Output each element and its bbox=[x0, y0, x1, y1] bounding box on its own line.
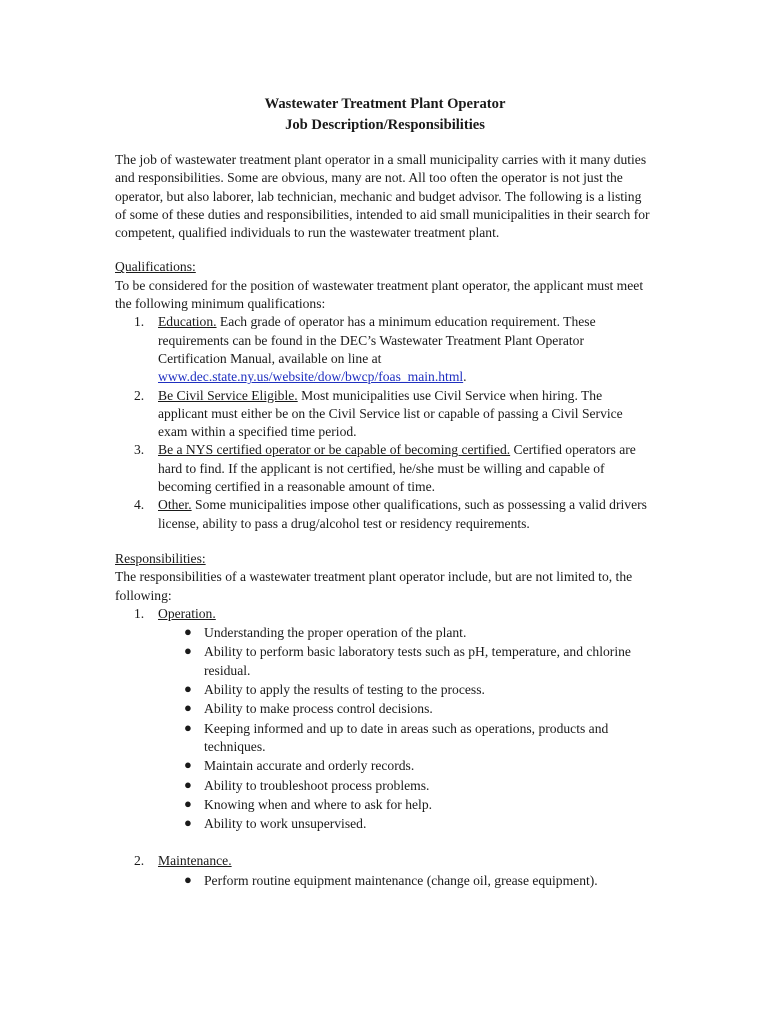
bullet-dot-icon: ● bbox=[184, 719, 192, 735]
qualification-text: Most municipalities use Civil Service when hiring. The applicant must either be on the Civil Service list or capable of passing a Civil Service exam within a specified time period. bbox=[158, 387, 623, 440]
qualification-label: Education. bbox=[158, 314, 217, 330]
qualifications-lead: To be considered for the position of wastewater treatment plant operator, the applicant must meet the following minimum qualifications: bbox=[115, 277, 644, 312]
list-number: 4. bbox=[134, 497, 145, 513]
qualification-item-certified bbox=[115, 441, 655, 496]
maintenance-bullets bbox=[115, 871, 655, 890]
bullet-dot-icon: ● bbox=[184, 624, 192, 640]
responsibility-item-maintenance bbox=[115, 852, 655, 870]
qualification-item-civil-service bbox=[115, 387, 655, 442]
document-subtitle: Job Description/Responsibilities bbox=[285, 117, 485, 133]
bullet-dot-icon: ● bbox=[184, 815, 192, 831]
list-item: ● Ability to work unsupervised. bbox=[184, 815, 367, 832]
qualifications-heading: Qualifications: bbox=[115, 259, 196, 275]
bullet-dot-icon: ● bbox=[184, 795, 192, 811]
list-number: 2. bbox=[134, 853, 145, 869]
responsibilities-list bbox=[115, 605, 655, 623]
qualifications-list bbox=[115, 313, 655, 533]
qualification-label: Other. bbox=[158, 497, 192, 513]
bullet-dot-icon: ● bbox=[184, 700, 192, 716]
qualifications-section bbox=[115, 258, 655, 532]
qualification-text: Certified operators are hard to find. If the applicant is not certified, he/she must be willing and capable of becoming certified in a reasonable amount of time. bbox=[158, 442, 636, 495]
list-item: ● Understanding the proper operation of the plant. bbox=[184, 624, 467, 641]
document-page bbox=[115, 94, 655, 907]
list-number: 2. bbox=[134, 387, 145, 403]
bullet-dot-icon: ● bbox=[184, 643, 192, 659]
responsibility-item-operation bbox=[115, 605, 655, 623]
qualification-item-other bbox=[115, 496, 655, 533]
list-item: ● Ability to perform basic laboratory tests such as pH, temperature, and chlorine residual. bbox=[184, 643, 631, 678]
responsibilities-list-continued bbox=[115, 852, 655, 870]
list-item: ● Perform routine equipment maintenance (change oil, grease equipment). bbox=[184, 871, 598, 888]
list-item: ● Maintain accurate and orderly records. bbox=[184, 757, 415, 774]
responsibilities-heading: Responsibilities: bbox=[115, 550, 206, 566]
list-number: 1. bbox=[134, 314, 145, 330]
certification-manual-link[interactable]: www.dec.state.ny.us/website/dow/bwcp/foas_main.html bbox=[158, 369, 464, 385]
document-title: Wastewater Treatment Plant Operator bbox=[264, 96, 506, 112]
list-item: ● Ability to apply the results of testing to the process. bbox=[184, 681, 485, 698]
qualification-label: Be Civil Service Eligible. bbox=[158, 387, 298, 403]
qualification-text-end: . bbox=[463, 369, 467, 385]
qualification-label: Be a NYS certified operator or be capable of becoming certified. bbox=[158, 442, 511, 458]
list-item: ● Knowing when and where to ask for help. bbox=[184, 795, 433, 812]
responsibility-label: Maintenance. bbox=[158, 853, 232, 869]
responsibility-label: Operation. bbox=[158, 605, 216, 621]
responsibilities-section bbox=[115, 550, 655, 890]
qualification-text: Each grade of operator has a minimum education requirement. These requirements can be found in the DEC’s Wastewater Treatment Plant Operator Certification Manual, available on line at bbox=[158, 314, 596, 366]
list-number: 1. bbox=[134, 605, 145, 621]
operation-bullets bbox=[115, 623, 655, 833]
list-item: ● Keeping informed and up to date in areas such as operations, products and techniques. bbox=[184, 719, 609, 754]
intro-paragraph: The job of wastewater treatment plant operator in a small municipality carries with it many duties and responsibilities. Some are obvious, many are not. All too often the operator is not just the operator, but also laborer, lab technician, mechanic and budget advisor. The following is a listing of some of these duties and responsibilities, intended to aid small municipalities in their search for competent, qualified individuals to run the wastewater treatment plant. bbox=[115, 152, 650, 241]
title-block bbox=[115, 94, 655, 136]
list-number: 3. bbox=[134, 442, 145, 458]
qualification-text: Some municipalities impose other qualifications, such as possessing a valid drivers license, ability to pass a drug/alcohol test or residency requirements. bbox=[158, 497, 647, 531]
bullet-dot-icon: ● bbox=[184, 871, 192, 887]
bullet-dot-icon: ● bbox=[184, 757, 192, 773]
responsibilities-lead: The responsibilities of a wastewater treatment plant operator include, but are not limited to, the following: bbox=[115, 569, 633, 603]
bullet-dot-icon: ● bbox=[184, 776, 192, 792]
spacer bbox=[115, 833, 655, 852]
bullet-dot-icon: ● bbox=[184, 681, 192, 697]
qualification-item-education bbox=[115, 313, 655, 386]
list-item: ● Ability to make process control decisions. bbox=[184, 700, 433, 717]
list-item: ● Ability to troubleshoot process problems. bbox=[184, 776, 430, 793]
